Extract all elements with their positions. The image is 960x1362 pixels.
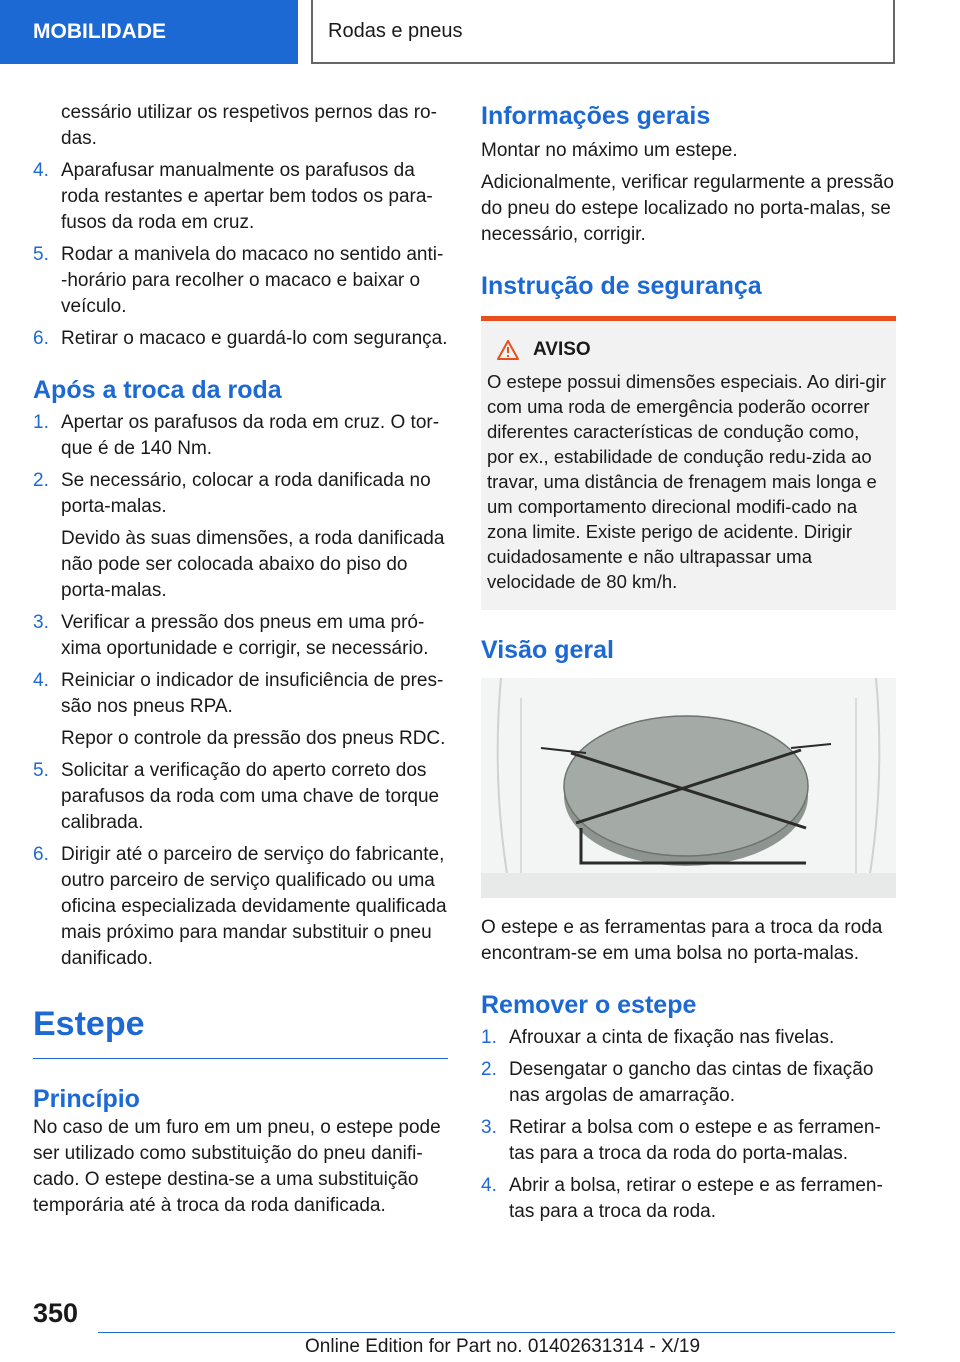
topic-header: [311, 0, 895, 64]
list-item: 4. Aparafusar manualmente os parafusos da roda restantes e apertar bem todos os para-fusos da roda em cruz.: [33, 160, 433, 233]
topic-label: Rodas e pneus: [328, 19, 463, 42]
section-label: MOBILIDADE: [33, 20, 166, 43]
page-number: 350: [33, 1298, 79, 1328]
principio-title: Princípio: [33, 1085, 140, 1113]
continuation-text: cessário utilizar os respetivos pernos das ro-das.: [61, 102, 437, 149]
list-item: 2. Desengatar o gancho das cintas de fixação nas argolas de amarração.: [481, 1059, 874, 1106]
safety-title: Instrução de segurança: [481, 272, 762, 300]
after-steps-list: [33, 410, 448, 972]
list-item: 5. Rodar a manivela do macaco no sentido anti--horário para recolher o macaco e baixar o veículo.: [33, 244, 444, 317]
list-item: 4. Reiniciar o indicador de insuficiência de pres-são nos pneus RPA. Repor o controle da pressão dos pneus RDC.: [33, 670, 446, 749]
list-item: 3. Verificar a pressão dos pneus em uma pró-xima oportunidade e corrigir, se necessário.: [33, 612, 429, 659]
info-title: Informações gerais: [481, 102, 711, 130]
overview-caption: O estepe e as ferramentas para a troca da roda encontram-se em uma bolsa no porta-malas.: [481, 917, 883, 964]
remove-steps-list: [481, 1025, 896, 1225]
list-item: 5. Solicitar a verificação do aperto correto dos parafusos da roda com uma chave de torque calibrada.: [33, 760, 440, 833]
warning-text: O estepe possui dimensões especiais. Ao diri-gir com uma roda de emergência poderão ocorrer diferentes características de condução como, por ex., estabilidade de condução redu-zida ao travar, uma distância de frenagem mais longa e um comportamento direcional modifi-cado na zona limite. Existe perigo de acidente. Dirigir cuidadosamente e não ultrapassar uma velocidade de 80 km/h.: [487, 371, 886, 592]
list-item: 4. Abrir a bolsa, retirar o estepe e as ferramen-tas para a troca da roda.: [481, 1175, 883, 1222]
list-item: 1. Apertar os parafusos da roda em cruz. O tor-que é de 140 Nm.: [33, 412, 440, 459]
list-item: 6. Dirigir até o parceiro de serviço do fabricante, outro parceiro de serviço qualificado ou uma oficina especializada devidamente qualificada mais próximo para mandar substituir o pneu danificado.: [33, 844, 447, 969]
estepe-title: Estepe: [33, 1004, 448, 1059]
right-column: [481, 100, 896, 1231]
spare-wheel-illustration: [481, 678, 896, 898]
remove-title: Remover o estepe: [481, 991, 697, 1019]
footer-divider: [98, 1332, 895, 1333]
warning-label: AVISO: [533, 339, 591, 360]
list-item: 6. Retirar o macaco e guardá-lo com segurança.: [33, 328, 448, 349]
info-paragraph-2: Adicionalmente, verificar regularmente a pressão do pneu do estepe localizado no porta-malas, se necessário, corrigir.: [481, 172, 894, 245]
overview-title: Visão geral: [481, 636, 614, 664]
warning-header: [487, 339, 890, 361]
section-tab: [0, 0, 298, 64]
left-column: [33, 100, 448, 1219]
principio-text: No caso de um furo em um pneu, o estepe pode ser utilizado como substituição do pneu danifi-cado. O estepe destina-se a uma substituição temporária até à troca da roda danificada.: [33, 1117, 441, 1216]
after-title: Após a troca da roda: [33, 376, 282, 404]
warning-box: [481, 316, 896, 610]
edition-text: Online Edition for Part no. 01402631314 - X/19: [305, 1336, 701, 1357]
steps-top-list: [33, 158, 448, 352]
info-paragraph-1: Montar no máximo um estepe.: [481, 140, 738, 161]
list-item: 2. Se necessário, colocar a roda danificada no porta-malas. Devido às suas dimensões, a roda danificada não pode ser colocada abaixo do piso do porta-malas.: [33, 470, 445, 601]
list-item: 3. Retirar a bolsa com o estepe e as ferramen-tas para a troca da roda do porta-malas.: [481, 1117, 881, 1164]
warning-triangle-icon: [497, 340, 519, 360]
list-item: 1. Afrouxar a cinta de fixação nas fivelas.: [481, 1027, 835, 1048]
